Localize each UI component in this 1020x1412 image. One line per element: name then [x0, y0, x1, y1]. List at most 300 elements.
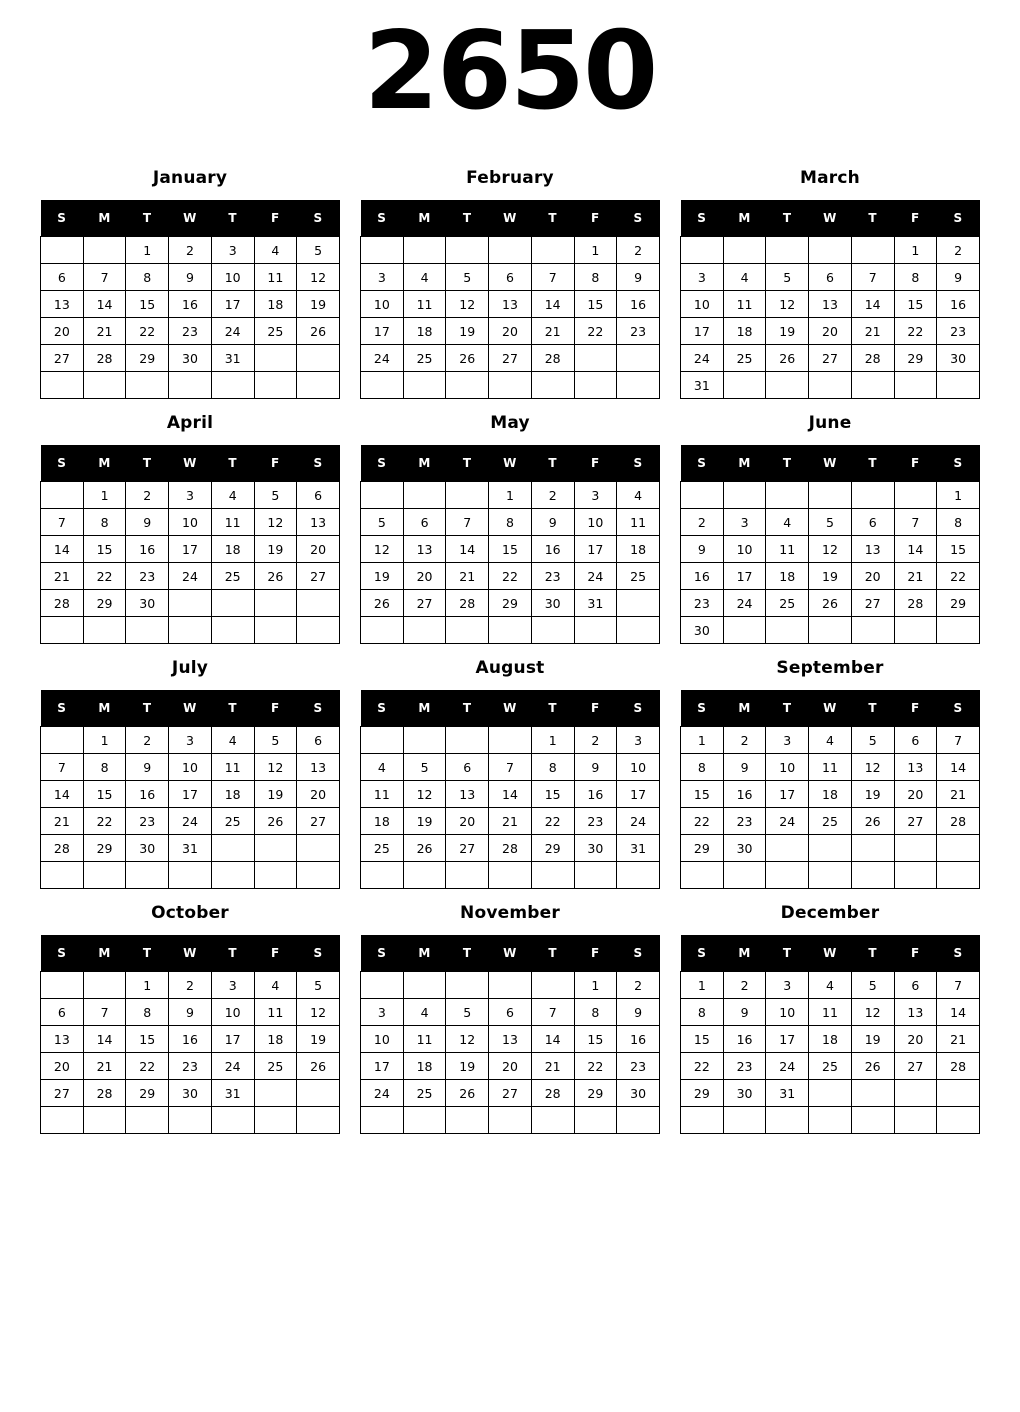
- day-cell[interactable]: 28: [41, 835, 84, 862]
- day-cell[interactable]: 24: [169, 563, 212, 590]
- day-cell[interactable]: 8: [83, 509, 126, 536]
- day-cell[interactable]: 26: [766, 345, 809, 372]
- day-cell[interactable]: 22: [937, 563, 980, 590]
- day-cell[interactable]: 20: [297, 781, 340, 808]
- day-cell[interactable]: 26: [254, 563, 297, 590]
- day-cell[interactable]: 5: [254, 482, 297, 509]
- day-cell[interactable]: 1: [574, 972, 617, 999]
- day-cell[interactable]: 6: [894, 972, 937, 999]
- day-cell[interactable]: 4: [211, 482, 254, 509]
- day-cell[interactable]: 7: [531, 999, 574, 1026]
- day-cell[interactable]: 8: [574, 264, 617, 291]
- day-cell[interactable]: 21: [446, 563, 489, 590]
- day-cell[interactable]: 27: [851, 590, 894, 617]
- day-cell[interactable]: 21: [851, 318, 894, 345]
- day-cell[interactable]: 20: [489, 1053, 532, 1080]
- day-cell[interactable]: 22: [531, 808, 574, 835]
- day-cell[interactable]: 27: [489, 1080, 532, 1107]
- day-cell[interactable]: 27: [297, 563, 340, 590]
- day-cell[interactable]: 7: [83, 264, 126, 291]
- day-cell[interactable]: 16: [126, 781, 169, 808]
- day-cell[interactable]: 29: [83, 835, 126, 862]
- day-cell[interactable]: 24: [211, 1053, 254, 1080]
- day-cell[interactable]: 5: [851, 727, 894, 754]
- day-cell[interactable]: 25: [254, 1053, 297, 1080]
- day-cell[interactable]: 18: [809, 1026, 852, 1053]
- day-cell[interactable]: 4: [723, 264, 766, 291]
- day-cell[interactable]: 16: [169, 291, 212, 318]
- day-cell[interactable]: 1: [531, 727, 574, 754]
- day-cell[interactable]: 22: [894, 318, 937, 345]
- day-cell[interactable]: 24: [766, 808, 809, 835]
- day-cell[interactable]: 21: [894, 563, 937, 590]
- day-cell[interactable]: 11: [254, 264, 297, 291]
- day-cell[interactable]: 2: [723, 727, 766, 754]
- day-cell[interactable]: 10: [361, 1026, 404, 1053]
- day-cell[interactable]: 13: [297, 509, 340, 536]
- day-cell[interactable]: 12: [254, 509, 297, 536]
- day-cell[interactable]: 14: [531, 1026, 574, 1053]
- day-cell[interactable]: 7: [937, 727, 980, 754]
- day-cell[interactable]: 22: [681, 808, 724, 835]
- day-cell[interactable]: 24: [574, 563, 617, 590]
- day-cell[interactable]: 17: [766, 1026, 809, 1053]
- day-cell[interactable]: 15: [489, 536, 532, 563]
- day-cell[interactable]: 17: [169, 781, 212, 808]
- day-cell[interactable]: 16: [617, 1026, 660, 1053]
- day-cell[interactable]: 29: [574, 1080, 617, 1107]
- day-cell[interactable]: 28: [446, 590, 489, 617]
- day-cell[interactable]: 21: [489, 808, 532, 835]
- day-cell[interactable]: 8: [681, 999, 724, 1026]
- day-cell[interactable]: 30: [126, 590, 169, 617]
- day-cell[interactable]: 24: [211, 318, 254, 345]
- day-cell[interactable]: 13: [41, 1026, 84, 1053]
- day-cell[interactable]: 27: [403, 590, 446, 617]
- day-cell[interactable]: 12: [403, 781, 446, 808]
- day-cell[interactable]: 24: [361, 1080, 404, 1107]
- day-cell[interactable]: 19: [254, 536, 297, 563]
- day-cell[interactable]: 2: [937, 237, 980, 264]
- day-cell[interactable]: 13: [489, 291, 532, 318]
- day-cell[interactable]: 13: [894, 999, 937, 1026]
- day-cell[interactable]: 8: [489, 509, 532, 536]
- day-cell[interactable]: 12: [851, 754, 894, 781]
- day-cell[interactable]: 19: [297, 1026, 340, 1053]
- day-cell[interactable]: 8: [83, 754, 126, 781]
- day-cell[interactable]: 28: [83, 1080, 126, 1107]
- day-cell[interactable]: 27: [489, 345, 532, 372]
- day-cell[interactable]: 26: [446, 1080, 489, 1107]
- day-cell[interactable]: 21: [937, 1026, 980, 1053]
- day-cell[interactable]: 30: [169, 345, 212, 372]
- day-cell[interactable]: 25: [211, 563, 254, 590]
- day-cell[interactable]: 23: [126, 563, 169, 590]
- day-cell[interactable]: 5: [446, 999, 489, 1026]
- day-cell[interactable]: 28: [937, 808, 980, 835]
- day-cell[interactable]: 9: [723, 754, 766, 781]
- day-cell[interactable]: 13: [446, 781, 489, 808]
- day-cell[interactable]: 7: [83, 999, 126, 1026]
- day-cell[interactable]: 6: [489, 999, 532, 1026]
- day-cell[interactable]: 6: [403, 509, 446, 536]
- day-cell[interactable]: 7: [41, 509, 84, 536]
- day-cell[interactable]: 29: [126, 345, 169, 372]
- day-cell[interactable]: 10: [766, 999, 809, 1026]
- day-cell[interactable]: 15: [83, 781, 126, 808]
- day-cell[interactable]: 26: [297, 318, 340, 345]
- day-cell[interactable]: 9: [617, 264, 660, 291]
- day-cell[interactable]: 5: [361, 509, 404, 536]
- day-cell[interactable]: 3: [211, 972, 254, 999]
- day-cell[interactable]: 2: [574, 727, 617, 754]
- day-cell[interactable]: 6: [809, 264, 852, 291]
- day-cell[interactable]: 20: [894, 781, 937, 808]
- day-cell[interactable]: 11: [766, 536, 809, 563]
- day-cell[interactable]: 15: [574, 1026, 617, 1053]
- day-cell[interactable]: 14: [937, 999, 980, 1026]
- day-cell[interactable]: 20: [41, 1053, 84, 1080]
- day-cell[interactable]: 18: [254, 291, 297, 318]
- day-cell[interactable]: 1: [574, 237, 617, 264]
- day-cell[interactable]: 22: [83, 563, 126, 590]
- day-cell[interactable]: 3: [766, 972, 809, 999]
- day-cell[interactable]: 15: [681, 1026, 724, 1053]
- day-cell[interactable]: 17: [211, 291, 254, 318]
- day-cell[interactable]: 19: [446, 1053, 489, 1080]
- day-cell[interactable]: 11: [617, 509, 660, 536]
- day-cell[interactable]: 26: [403, 835, 446, 862]
- day-cell[interactable]: 1: [937, 482, 980, 509]
- day-cell[interactable]: 26: [851, 808, 894, 835]
- day-cell[interactable]: 25: [403, 1080, 446, 1107]
- day-cell[interactable]: 23: [681, 590, 724, 617]
- day-cell[interactable]: 9: [574, 754, 617, 781]
- day-cell[interactable]: 1: [681, 972, 724, 999]
- day-cell[interactable]: 2: [723, 972, 766, 999]
- day-cell[interactable]: 8: [126, 999, 169, 1026]
- day-cell[interactable]: 3: [361, 999, 404, 1026]
- day-cell[interactable]: 7: [531, 264, 574, 291]
- day-cell[interactable]: 17: [617, 781, 660, 808]
- day-cell[interactable]: 11: [809, 754, 852, 781]
- day-cell[interactable]: 14: [531, 291, 574, 318]
- day-cell[interactable]: 28: [531, 345, 574, 372]
- day-cell[interactable]: 31: [681, 372, 724, 399]
- day-cell[interactable]: 21: [83, 318, 126, 345]
- day-cell[interactable]: 23: [937, 318, 980, 345]
- day-cell[interactable]: 18: [617, 536, 660, 563]
- day-cell[interactable]: 23: [574, 808, 617, 835]
- day-cell[interactable]: 30: [574, 835, 617, 862]
- day-cell[interactable]: 16: [723, 781, 766, 808]
- day-cell[interactable]: 2: [617, 972, 660, 999]
- day-cell[interactable]: 9: [169, 264, 212, 291]
- day-cell[interactable]: 16: [681, 563, 724, 590]
- day-cell[interactable]: 29: [937, 590, 980, 617]
- day-cell[interactable]: 6: [297, 727, 340, 754]
- day-cell[interactable]: 11: [723, 291, 766, 318]
- day-cell[interactable]: 23: [126, 808, 169, 835]
- day-cell[interactable]: 10: [169, 754, 212, 781]
- day-cell[interactable]: 3: [361, 264, 404, 291]
- day-cell[interactable]: 13: [489, 1026, 532, 1053]
- day-cell[interactable]: 5: [403, 754, 446, 781]
- day-cell[interactable]: 17: [723, 563, 766, 590]
- day-cell[interactable]: 4: [809, 972, 852, 999]
- day-cell[interactable]: 1: [126, 237, 169, 264]
- day-cell[interactable]: 18: [403, 318, 446, 345]
- day-cell[interactable]: 24: [169, 808, 212, 835]
- day-cell[interactable]: 10: [211, 999, 254, 1026]
- day-cell[interactable]: 17: [766, 781, 809, 808]
- day-cell[interactable]: 9: [169, 999, 212, 1026]
- day-cell[interactable]: 31: [211, 345, 254, 372]
- day-cell[interactable]: 9: [126, 754, 169, 781]
- day-cell[interactable]: 23: [531, 563, 574, 590]
- day-cell[interactable]: 19: [446, 318, 489, 345]
- day-cell[interactable]: 28: [937, 1053, 980, 1080]
- day-cell[interactable]: 27: [894, 1053, 937, 1080]
- day-cell[interactable]: 4: [211, 727, 254, 754]
- day-cell[interactable]: 21: [41, 563, 84, 590]
- day-cell[interactable]: 5: [809, 509, 852, 536]
- day-cell[interactable]: 1: [489, 482, 532, 509]
- day-cell[interactable]: 16: [617, 291, 660, 318]
- day-cell[interactable]: 6: [446, 754, 489, 781]
- day-cell[interactable]: 18: [723, 318, 766, 345]
- day-cell[interactable]: 14: [894, 536, 937, 563]
- day-cell[interactable]: 1: [126, 972, 169, 999]
- day-cell[interactable]: 14: [937, 754, 980, 781]
- day-cell[interactable]: 27: [297, 808, 340, 835]
- day-cell[interactable]: 18: [809, 781, 852, 808]
- day-cell[interactable]: 30: [723, 835, 766, 862]
- day-cell[interactable]: 9: [617, 999, 660, 1026]
- day-cell[interactable]: 6: [41, 999, 84, 1026]
- day-cell[interactable]: 5: [297, 972, 340, 999]
- day-cell[interactable]: 7: [489, 754, 532, 781]
- day-cell[interactable]: 20: [297, 536, 340, 563]
- day-cell[interactable]: 3: [766, 727, 809, 754]
- day-cell[interactable]: 31: [574, 590, 617, 617]
- day-cell[interactable]: 25: [766, 590, 809, 617]
- day-cell[interactable]: 12: [254, 754, 297, 781]
- day-cell[interactable]: 15: [574, 291, 617, 318]
- day-cell[interactable]: 16: [937, 291, 980, 318]
- day-cell[interactable]: 20: [894, 1026, 937, 1053]
- day-cell[interactable]: 20: [446, 808, 489, 835]
- day-cell[interactable]: 5: [766, 264, 809, 291]
- day-cell[interactable]: 26: [297, 1053, 340, 1080]
- day-cell[interactable]: 6: [41, 264, 84, 291]
- day-cell[interactable]: 10: [361, 291, 404, 318]
- day-cell[interactable]: 10: [574, 509, 617, 536]
- day-cell[interactable]: 19: [403, 808, 446, 835]
- day-cell[interactable]: 2: [169, 237, 212, 264]
- day-cell[interactable]: 23: [723, 808, 766, 835]
- day-cell[interactable]: 22: [126, 1053, 169, 1080]
- day-cell[interactable]: 17: [361, 1053, 404, 1080]
- day-cell[interactable]: 15: [894, 291, 937, 318]
- day-cell[interactable]: 2: [531, 482, 574, 509]
- day-cell[interactable]: 12: [446, 291, 489, 318]
- day-cell[interactable]: 25: [723, 345, 766, 372]
- day-cell[interactable]: 17: [574, 536, 617, 563]
- day-cell[interactable]: 19: [851, 1026, 894, 1053]
- day-cell[interactable]: 23: [617, 318, 660, 345]
- day-cell[interactable]: 4: [361, 754, 404, 781]
- day-cell[interactable]: 10: [169, 509, 212, 536]
- day-cell[interactable]: 21: [937, 781, 980, 808]
- day-cell[interactable]: 2: [169, 972, 212, 999]
- day-cell[interactable]: 28: [894, 590, 937, 617]
- day-cell[interactable]: 24: [361, 345, 404, 372]
- day-cell[interactable]: 14: [83, 291, 126, 318]
- day-cell[interactable]: 10: [211, 264, 254, 291]
- day-cell[interactable]: 22: [126, 318, 169, 345]
- day-cell[interactable]: 12: [766, 291, 809, 318]
- day-cell[interactable]: 18: [361, 808, 404, 835]
- day-cell[interactable]: 3: [169, 482, 212, 509]
- day-cell[interactable]: 14: [851, 291, 894, 318]
- day-cell[interactable]: 29: [126, 1080, 169, 1107]
- day-cell[interactable]: 14: [446, 536, 489, 563]
- day-cell[interactable]: 29: [83, 590, 126, 617]
- day-cell[interactable]: 7: [894, 509, 937, 536]
- day-cell[interactable]: 14: [83, 1026, 126, 1053]
- day-cell[interactable]: 26: [809, 590, 852, 617]
- day-cell[interactable]: 18: [211, 781, 254, 808]
- day-cell[interactable]: 7: [446, 509, 489, 536]
- day-cell[interactable]: 7: [937, 972, 980, 999]
- day-cell[interactable]: 21: [41, 808, 84, 835]
- day-cell[interactable]: 4: [254, 972, 297, 999]
- day-cell[interactable]: 16: [169, 1026, 212, 1053]
- day-cell[interactable]: 28: [41, 590, 84, 617]
- day-cell[interactable]: 3: [681, 264, 724, 291]
- day-cell[interactable]: 3: [617, 727, 660, 754]
- day-cell[interactable]: 4: [766, 509, 809, 536]
- day-cell[interactable]: 30: [617, 1080, 660, 1107]
- day-cell[interactable]: 3: [169, 727, 212, 754]
- day-cell[interactable]: 12: [809, 536, 852, 563]
- day-cell[interactable]: 25: [809, 1053, 852, 1080]
- day-cell[interactable]: 22: [489, 563, 532, 590]
- day-cell[interactable]: 22: [681, 1053, 724, 1080]
- day-cell[interactable]: 29: [681, 1080, 724, 1107]
- day-cell[interactable]: 30: [126, 835, 169, 862]
- day-cell[interactable]: 2: [126, 727, 169, 754]
- day-cell[interactable]: 23: [617, 1053, 660, 1080]
- day-cell[interactable]: 21: [531, 1053, 574, 1080]
- day-cell[interactable]: 11: [211, 509, 254, 536]
- day-cell[interactable]: 3: [723, 509, 766, 536]
- day-cell[interactable]: 22: [83, 808, 126, 835]
- day-cell[interactable]: 5: [851, 972, 894, 999]
- day-cell[interactable]: 16: [126, 536, 169, 563]
- day-cell[interactable]: 11: [403, 291, 446, 318]
- day-cell[interactable]: 3: [211, 237, 254, 264]
- day-cell[interactable]: 25: [211, 808, 254, 835]
- day-cell[interactable]: 26: [851, 1053, 894, 1080]
- day-cell[interactable]: 29: [489, 590, 532, 617]
- day-cell[interactable]: 25: [254, 318, 297, 345]
- day-cell[interactable]: 12: [361, 536, 404, 563]
- day-cell[interactable]: 30: [937, 345, 980, 372]
- day-cell[interactable]: 20: [403, 563, 446, 590]
- day-cell[interactable]: 13: [41, 291, 84, 318]
- day-cell[interactable]: 19: [809, 563, 852, 590]
- day-cell[interactable]: 23: [723, 1053, 766, 1080]
- day-cell[interactable]: 9: [723, 999, 766, 1026]
- day-cell[interactable]: 22: [574, 1053, 617, 1080]
- day-cell[interactable]: 16: [574, 781, 617, 808]
- day-cell[interactable]: 8: [126, 264, 169, 291]
- day-cell[interactable]: 9: [126, 509, 169, 536]
- day-cell[interactable]: 1: [83, 727, 126, 754]
- day-cell[interactable]: 17: [681, 318, 724, 345]
- day-cell[interactable]: 31: [169, 835, 212, 862]
- day-cell[interactable]: 8: [574, 999, 617, 1026]
- day-cell[interactable]: 17: [361, 318, 404, 345]
- day-cell[interactable]: 14: [489, 781, 532, 808]
- day-cell[interactable]: 24: [617, 808, 660, 835]
- day-cell[interactable]: 31: [211, 1080, 254, 1107]
- day-cell[interactable]: 10: [766, 754, 809, 781]
- day-cell[interactable]: 14: [41, 536, 84, 563]
- day-cell[interactable]: 10: [723, 536, 766, 563]
- day-cell[interactable]: 25: [617, 563, 660, 590]
- day-cell[interactable]: 20: [489, 318, 532, 345]
- day-cell[interactable]: 12: [446, 1026, 489, 1053]
- day-cell[interactable]: 17: [211, 1026, 254, 1053]
- day-cell[interactable]: 12: [297, 999, 340, 1026]
- day-cell[interactable]: 19: [297, 291, 340, 318]
- day-cell[interactable]: 15: [126, 291, 169, 318]
- day-cell[interactable]: 29: [894, 345, 937, 372]
- day-cell[interactable]: 6: [851, 509, 894, 536]
- day-cell[interactable]: 5: [446, 264, 489, 291]
- day-cell[interactable]: 4: [617, 482, 660, 509]
- day-cell[interactable]: 15: [681, 781, 724, 808]
- day-cell[interactable]: 20: [851, 563, 894, 590]
- day-cell[interactable]: 30: [531, 590, 574, 617]
- day-cell[interactable]: 26: [446, 345, 489, 372]
- day-cell[interactable]: 24: [681, 345, 724, 372]
- day-cell[interactable]: 28: [83, 345, 126, 372]
- day-cell[interactable]: 13: [894, 754, 937, 781]
- day-cell[interactable]: 19: [851, 781, 894, 808]
- day-cell[interactable]: 12: [851, 999, 894, 1026]
- day-cell[interactable]: 19: [361, 563, 404, 590]
- day-cell[interactable]: 31: [617, 835, 660, 862]
- day-cell[interactable]: 18: [403, 1053, 446, 1080]
- day-cell[interactable]: 30: [169, 1080, 212, 1107]
- day-cell[interactable]: 13: [851, 536, 894, 563]
- day-cell[interactable]: 8: [531, 754, 574, 781]
- day-cell[interactable]: 28: [851, 345, 894, 372]
- day-cell[interactable]: 2: [681, 509, 724, 536]
- day-cell[interactable]: 11: [254, 999, 297, 1026]
- day-cell[interactable]: 8: [894, 264, 937, 291]
- day-cell[interactable]: 11: [361, 781, 404, 808]
- day-cell[interactable]: 4: [809, 727, 852, 754]
- day-cell[interactable]: 18: [254, 1026, 297, 1053]
- day-cell[interactable]: 21: [531, 318, 574, 345]
- day-cell[interactable]: 24: [723, 590, 766, 617]
- day-cell[interactable]: 6: [297, 482, 340, 509]
